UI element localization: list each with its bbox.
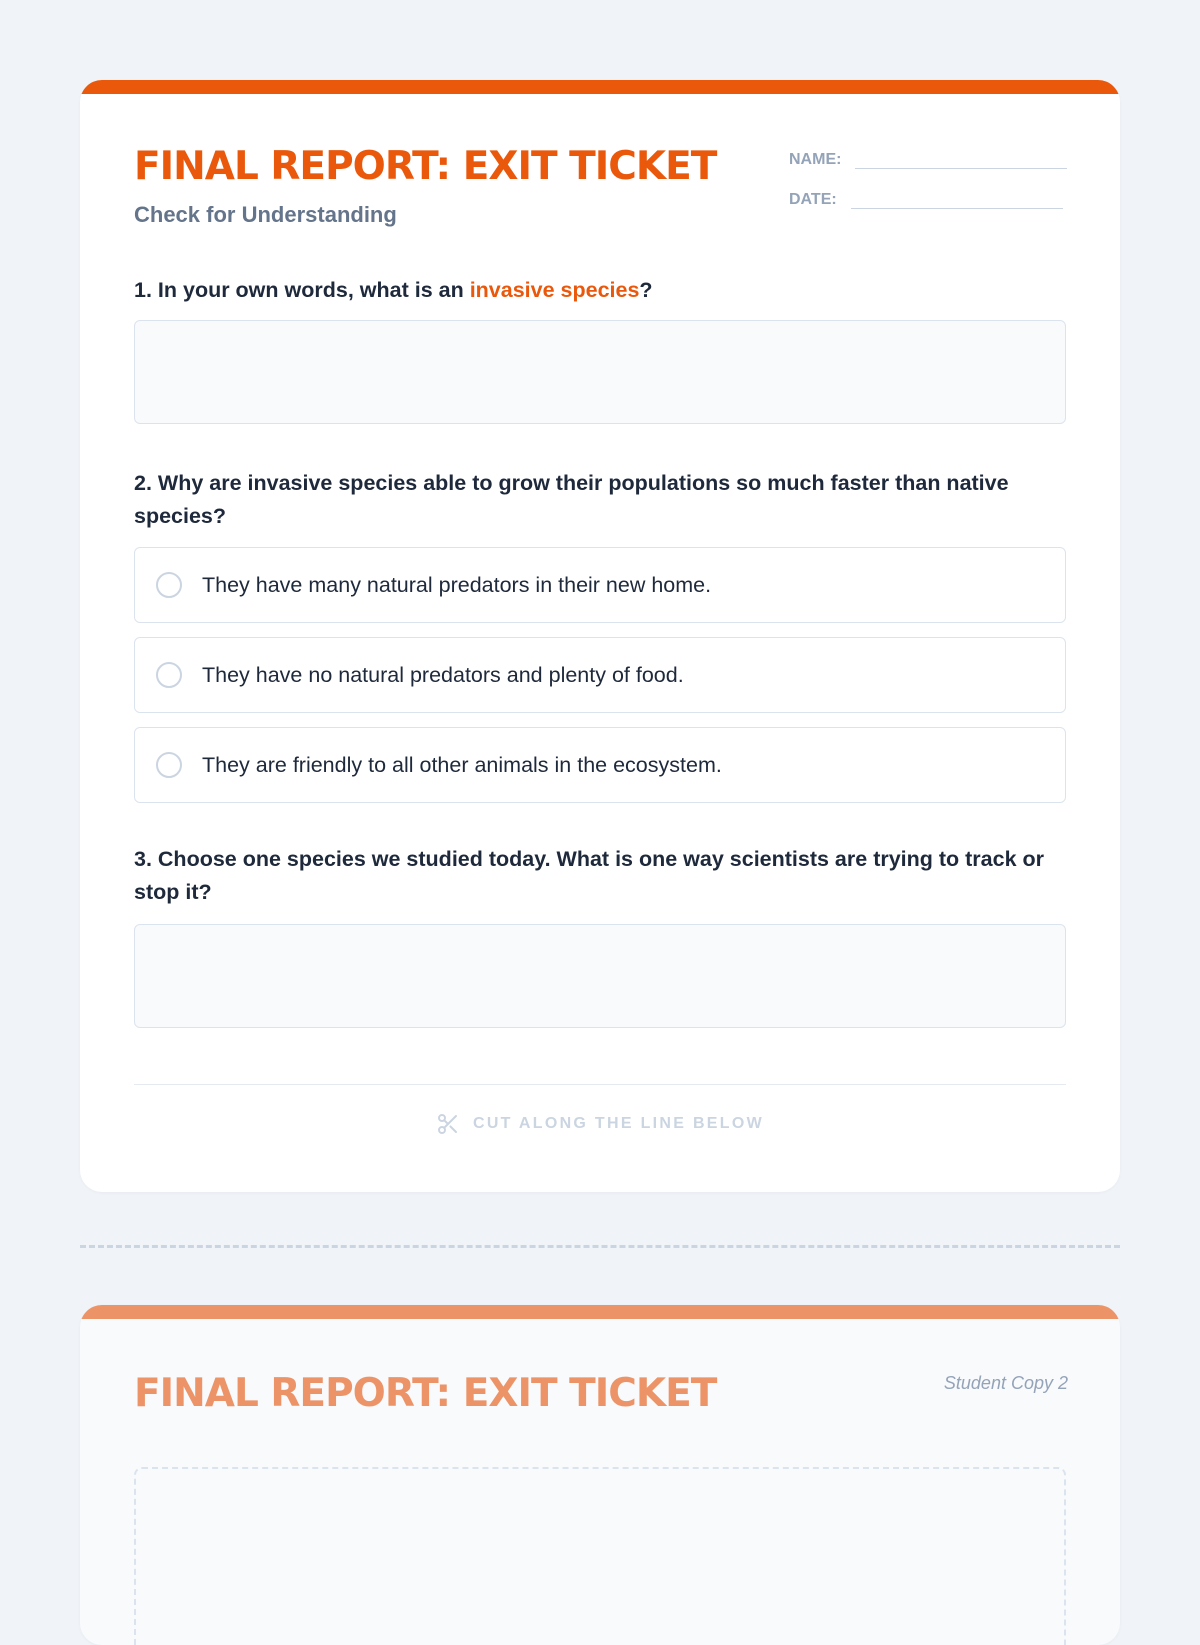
card-accent-bar xyxy=(80,80,1120,94)
date-field[interactable] xyxy=(789,190,1063,209)
page-title: FINAL REPORT: EXIT TICKET xyxy=(134,144,717,189)
student-copy-label: Student Copy 2 xyxy=(943,1373,1068,1393)
card-accent-bar xyxy=(80,1305,1120,1319)
question-1-suffix: ? xyxy=(639,278,653,302)
answer-3-box[interactable] xyxy=(134,924,1066,1028)
name-line[interactable] xyxy=(855,150,1067,169)
date-line[interactable] xyxy=(851,190,1063,209)
option-3[interactable] xyxy=(134,727,1066,803)
option-2[interactable] xyxy=(134,637,1066,713)
question-3: 3. Choose one species we studied today. What is one way scientists are trying to track or stop it? xyxy=(134,847,1045,904)
exit-ticket-card xyxy=(80,80,1120,1192)
name-field[interactable] xyxy=(789,150,1067,169)
radio-button[interactable] xyxy=(156,752,182,778)
cut-label: CUT ALONG THE LINE BELOW xyxy=(472,1115,765,1132)
page-subtitle: Check for Understanding xyxy=(134,202,397,227)
scissors-icon xyxy=(436,1112,460,1136)
question-1-highlight: invasive species xyxy=(469,278,640,302)
question-2: 2. Why are invasive species able to grow their populations so much faster than native species? xyxy=(134,471,1009,528)
option-2-label: They have no natural predators and plenty of food. xyxy=(202,662,684,687)
cut-instruction xyxy=(80,1112,1120,1136)
option-1[interactable] xyxy=(134,547,1066,623)
name-label: NAME: xyxy=(789,151,842,168)
copy-title: FINAL REPORT: EXIT TICKET xyxy=(134,1371,717,1416)
radio-button[interactable] xyxy=(156,572,182,598)
divider xyxy=(134,1084,1066,1085)
option-1-label: They have many natural predators in their new home. xyxy=(202,572,712,597)
date-label: DATE: xyxy=(789,191,837,208)
radio-button[interactable] xyxy=(156,662,182,688)
option-3-label: They are friendly to all other animals in the ecosystem. xyxy=(202,752,722,777)
answer-1-box[interactable] xyxy=(134,320,1066,424)
student-copy-card xyxy=(80,1305,1120,1645)
question-1-prefix: 1. In your own words, what is an xyxy=(134,278,470,302)
copy-answer-box[interactable] xyxy=(134,1467,1066,1645)
question-1 xyxy=(134,274,1068,307)
cut-line xyxy=(80,1245,1120,1248)
